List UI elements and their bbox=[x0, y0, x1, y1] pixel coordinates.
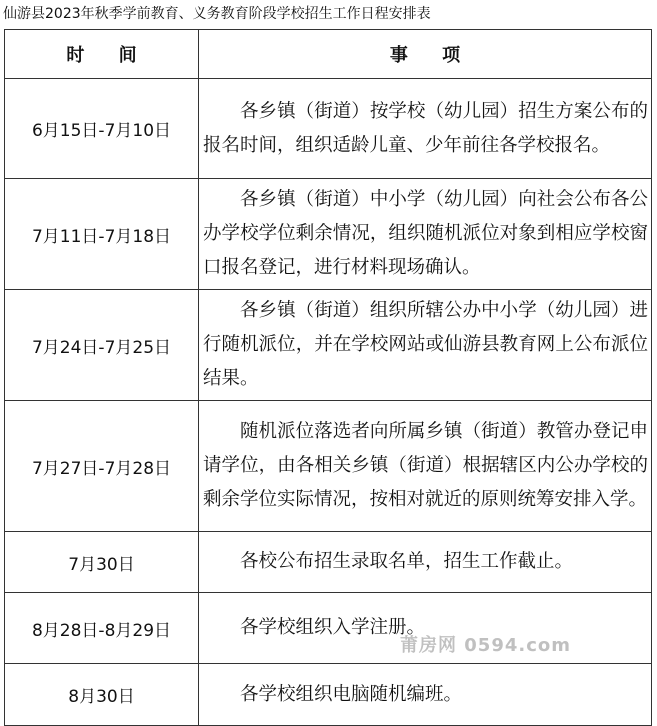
time-cell: 8月30日 bbox=[5, 664, 199, 726]
item-column-header: 事 项 bbox=[199, 30, 652, 79]
table-header-row bbox=[5, 30, 652, 79]
table-row bbox=[5, 664, 652, 726]
table-row bbox=[5, 401, 652, 532]
table-row bbox=[5, 532, 652, 593]
site-watermark: 莆房网 0594.com bbox=[400, 635, 571, 656]
time-cell: 8月28日-8月29日 bbox=[5, 593, 199, 664]
item-cell: 随机派位落选者向所属乡镇（街道）教管办登记申请学位，由各相关乡镇（街道）根据辖区内公办学校的剩余学位实际情况，按相对就近的原则统筹安排入学。 bbox=[199, 401, 652, 532]
item-cell: 各乡镇（街道）中小学（幼儿园）向社会公布各公办学校学位剩余情况，组织随机派位对象到相应学校窗口报名登记，进行材料现场确认。 bbox=[199, 179, 652, 290]
item-cell: 各学校组织电脑随机编班。 bbox=[199, 664, 652, 726]
table-row bbox=[5, 179, 652, 290]
item-cell: 各乡镇（街道）组织所辖公办中小学（幼儿园）进行随机派位，并在学校网站或仙游县教育网上公布派位结果。 bbox=[199, 290, 652, 401]
document-title: 仙游县2023年秋季学前教育、义务教育阶段学校招生工作日程安排表 bbox=[3, 6, 431, 22]
schedule-table bbox=[4, 29, 652, 726]
time-cell: 7月11日-7月18日 bbox=[5, 179, 199, 290]
table-row bbox=[5, 79, 652, 179]
time-cell: 7月30日 bbox=[5, 532, 199, 593]
time-cell: 7月24日-7月25日 bbox=[5, 290, 199, 401]
item-cell: 各学校组织入学注册。 bbox=[199, 593, 652, 664]
time-cell: 6月15日-7月10日 bbox=[5, 79, 199, 179]
item-cell: 各乡镇（街道）按学校（幼儿园）招生方案公布的报名时间，组织适龄儿童、少年前往各学校报名。 bbox=[199, 79, 652, 179]
time-column-header: 时 间 bbox=[5, 30, 199, 79]
item-cell: 各校公布招生录取名单，招生工作截止。 bbox=[199, 532, 652, 593]
table-row bbox=[5, 290, 652, 401]
time-cell: 7月27日-7月28日 bbox=[5, 401, 199, 532]
